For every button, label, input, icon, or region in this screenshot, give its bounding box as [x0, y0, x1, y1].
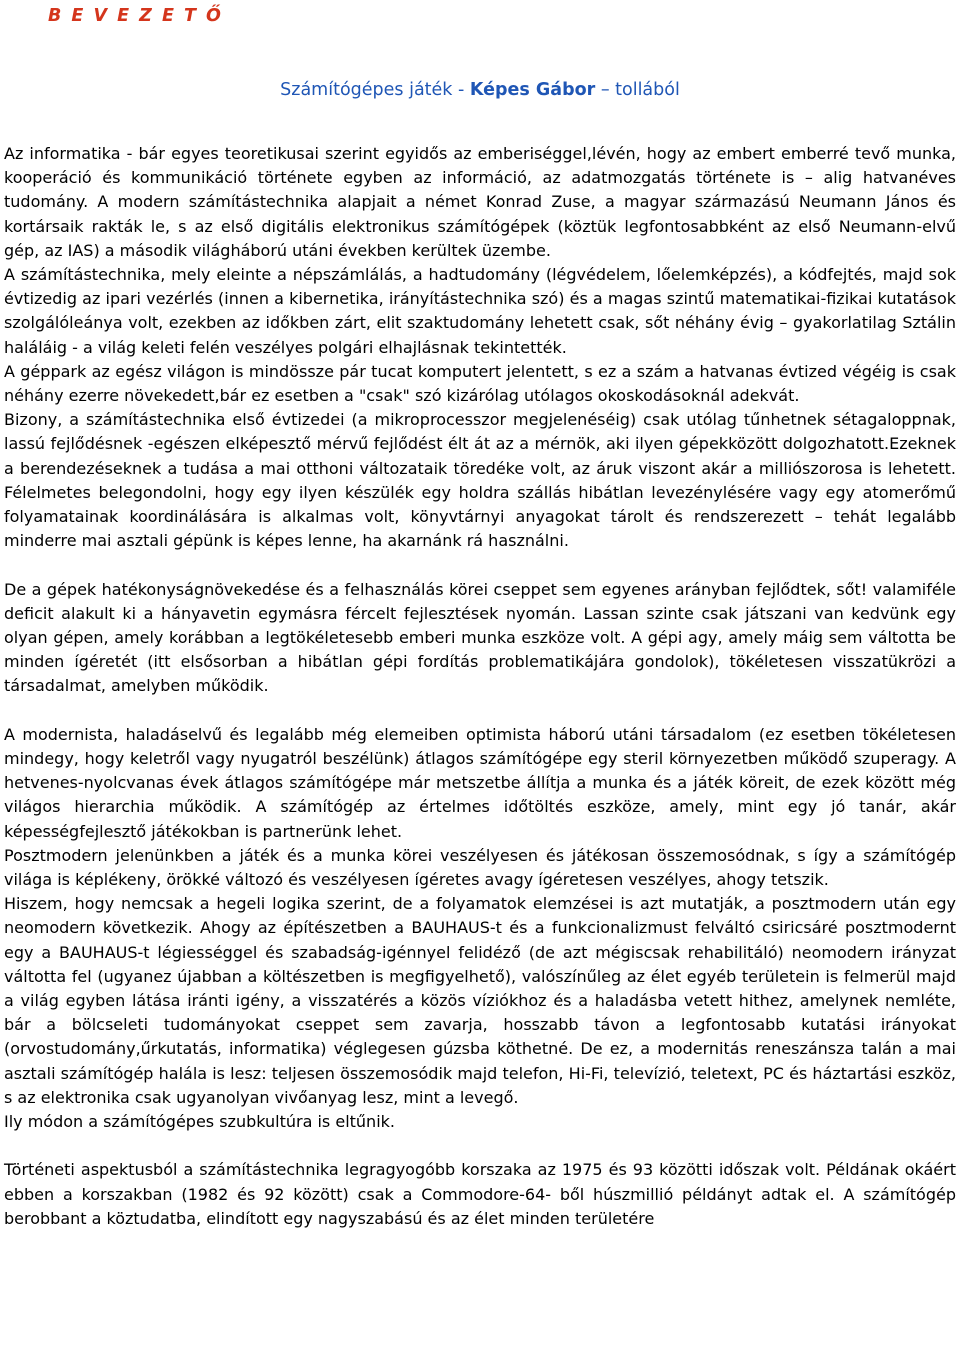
paragraph-8: Hiszem, hogy nemcsak a hegeli logika szerint, de a folyamatok elemzései is azt mutatják, a posztmodern után egy neomodern következik. Ahogy az építészetben a BAUHAUS-t és a funkcionalizmust felváltó csiricsáré posztmodernt egy a BAUHAUS-t légiességgel és szabadság-igénnyel felidéző (de azt mégiscsak rehabilitáló) neomodern irányzat váltotta fel (ugyanez újabban a költészetben is megfigyelhető), valószínűleg az élet egyéb területein is felmerül majd a világ egyben látása iránti igény, a visszatérés a közös víziókhoz és a haladásba vetett hithez, amelynek nemléte, bár a bölcseleti tudományokat cseppet sem zavarja, hosszabb távon a legfontosabb kutatási irányokat (orvostudomány,űrkutatás, informatika) véglegesen gúzsba köthetné. De ez, a modernitás reneszánsza talán a mai asztali számítógép halála is lesz: teljesen összemosódik majd telefon, Hi-Fi, televízió, teletext, PC és háztartási eszköz, s az elektronika csak ugyanolyan vivőanyag lesz, mint a levegő. [4, 894, 956, 1107]
paragraph-7: Posztmodern jelenünkben a játék és a munka körei veszélyesen és játékosan összemosódnak, s így a számítógép világa is képlékeny, örökké változó és veszélyesen ígéretes avagy ígéretesen veszélyes, ahogy tetszik. [4, 845, 956, 890]
paragraph-5: De a gépek hatékonyságnövekedése és a felhasználás körei cseppet sem egyenes arányban fejlődtek, sőt! valamiféle deficit alakult ki a hányavetin egymásra fércelt fejlesztések nyomán. Lassan szinte csak játszani van kedvünk egy olyan gépen, amely korábban a legtökéletesebb emberi munka eszköze volt. A gépi agy, amely máig sem váltotta be minden ígéretét (itt elsősorban a hibátlan gépi fordítás problematikájára gondolok), tökéletesen visszatükrözi a társadalmat, amelyben működik. [4, 579, 956, 696]
page-title: B E V E Z E T Ő [48, 6, 223, 26]
subtitle-prefix: Számítógépes játék - [280, 80, 470, 100]
document-page [4, 0, 956, 1231]
paragraph-4: Bizony, a számítástechnika első évtizedei (a mikroprocesszor megjelenéséig) csak utólag tűnhetnek sétagaloppnak, lassú fejlődésnek -egészen elképesztő mérvű fejlődést élt át az a mérnök, aki ilyen gépekközött dolgozhatott.Ezeknek a berendezéseknek a tudása a mai otthoni változataik töredéke volt, az áruk viszont akár a milliószorosa is lehetett. Félelmetes belegondolni, hogy egy ilyen készülék egy holdra szállás hibátlan levezénylésére vagy egy atomerőmű folyamatainak koordinálására is alkalmas volt, könyvtárnyi anyagokat tárolt és rendszerezett – tehát legalább minderre mai asztali gépünk is képes lenne, ha akarnánk rá használni. [4, 410, 956, 551]
paragraph-6: A modernista, haladáselvű és legalább még elemeiben optimista háború utáni társadalom (ez esetben tökéletesen mindegy, hogy keletről vagy nyugatról beszélünk) átlagos számítógépe egy steril környezetben működő szuperagy. A hetvenes-nyolcvanas évek átlagos számítógépe már metszetbe állítja a munka és a játék köreit, de ezek között még világos hierarchia működik. A számítógép az értelmes időtöltés eszköze, amely, mint egy jó tanár, akár képességfejlesztő játékokban is partnerünk lehet. [4, 724, 956, 841]
paragraph-2: A számítástechnika, mely eleinte a népszámlálás, a hadtudomány (légvédelem, lőelemképzés), a kódfejtés, majd sok évtizedig az ipari vezérlés (innen a kibernetika, irányítástechnika szó) és a magas szintű matematikai-fizikai kutatások szolgálóleánya volt, ezekben az időkben zárt, elit szaktudomány lehetett csak, sőt néhány évig – gyakorlatilag Sztálin haláláig - a világ keleti felén veszélyes polgári elhajlásnak tekintették. [4, 265, 956, 357]
paragraph-1: Az informatika - bár egyes teoretikusai szerint egyidős az emberiséggel,lévén, hogy az embert emberré tevő munka, kooperáció és kommunikáció története egyben az információ, az adatmozgatás története is – alig hatvanéves tudomány. A modern számítástechnika alapjait a német Konrad Zuse, a magyar származású Neumann János és kortársaik rakták le, s az első digitális elektronikus számítógépek (köztük legfontosabbként az első Neumann-elvű gép, az IAS) a második világháború utáni években kerültek üzembe. [4, 144, 956, 260]
subtitle [4, 78, 956, 102]
subtitle-author: Képes Gábor [469, 80, 596, 100]
paragraph-9: Ily módon a számítógépes szubkultúra is eltűnik. [4, 1112, 395, 1132]
subtitle-suffix: – tollából [595, 80, 680, 100]
document-body [4, 142, 956, 1231]
paragraph-3: A géppark az egész világon is mindössze pár tucat komputert jelentett, s ez a szám a hatvanas évtized végéig is csak néhány ezerre növekedett,bár ez esetben a "csak" szó kizárólag utólagos okoskodásoknál adekvát. [4, 361, 956, 406]
paragraph-10: Történeti aspektusból a számítástechnika legragyogóbb korszaka az 1975 és 93 közötti időszak volt. Példának okáért ebben a korszakban (1982 és 92 között) csak a Commodore-64- ből húszmillió példányt adtak el. A számítógép berobbant a köztudatba, elindított egy nagyszabású és az élet minden területére [4, 1160, 956, 1228]
